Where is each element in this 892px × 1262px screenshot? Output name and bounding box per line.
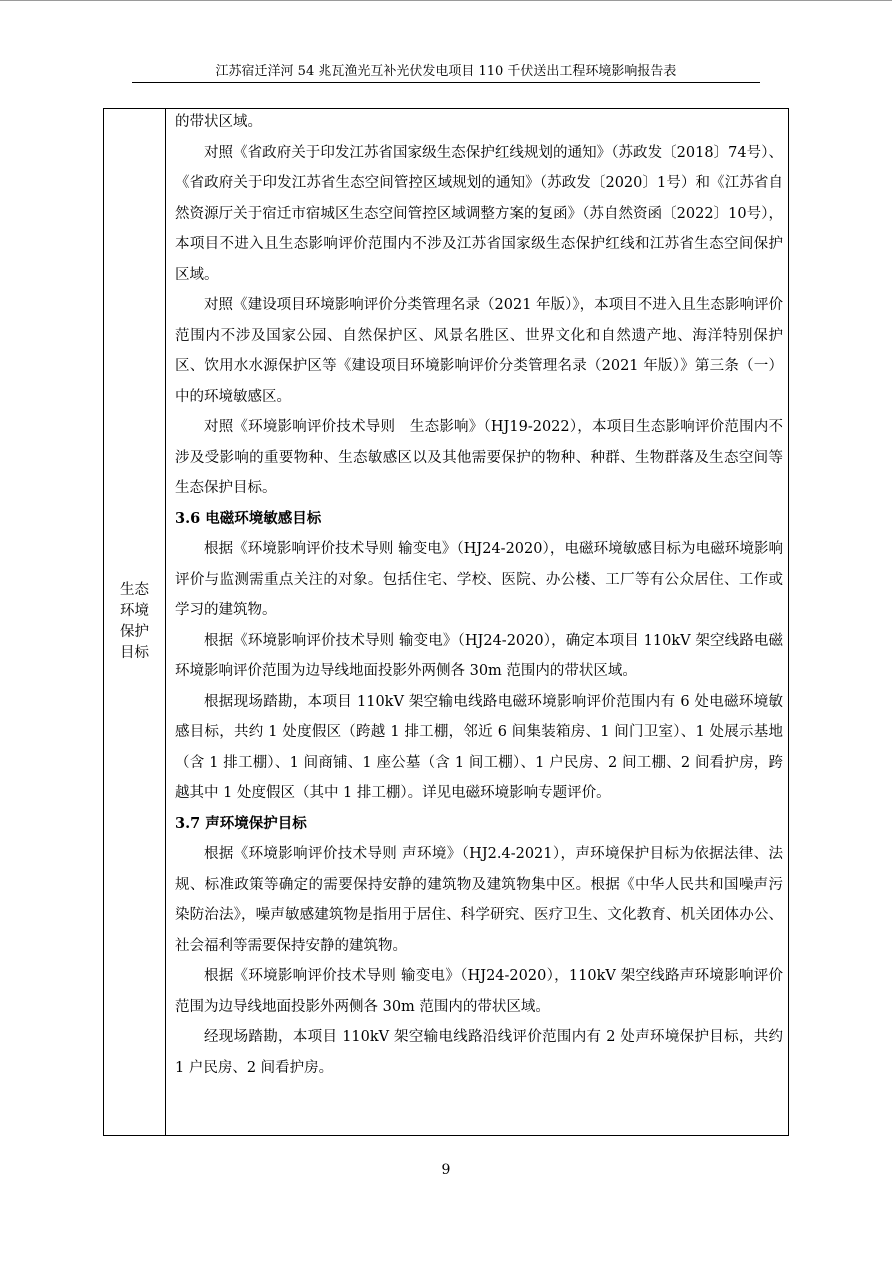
paragraph-continuation: 的带状区域。 — [175, 114, 262, 130]
header-underline — [132, 82, 760, 83]
paragraph-em-targets: 根据现场踏勘，本项目 110kV 架空输电线路电磁环境影响评价范围内有 6 处电磁环境敏感目标，共约 1 处度假区（跨越 1 排工棚，邻近 6 间集装箱房、1 间门卫室）、1 处展示基地（含 1 排工棚）、1 间商铺、1 座公墓（含 1 间工棚）、1 户民房、2 间工棚、2 间看护房，跨越其中 1 处度假区（其中 1 排工棚）。详见电磁环境影响专题评价。 — [175, 693, 783, 801]
paragraph-ecological-guideline: 对照《环境影响评价技术导则 生态影响》（HJ19-2022），本项目生态影响评价范围内不涉及受影响的重要物种、生态敏感区以及其他需要保护的物种、种群、生物群落及生态空间等生态保护目标。 — [175, 419, 783, 496]
row-label-text: 生态 环境 保护 目标 — [120, 582, 149, 661]
paragraph-em-range: 根据《环境影响评价技术导则 输变电》（HJ24-2020），确定本项目 110kV 架空线路电磁环境影响评价范围为边导线地面投影外两侧各 30m 范围内的带状区域。 — [175, 632, 783, 679]
content-cell — [175, 107, 783, 1083]
report-header-title: 江苏宿迁洋河 54 兆瓦渔光互补光伏发电项目 110 千伏送出工程环境影响报告表 — [215, 64, 677, 79]
section-heading-3-6: 3.6 电磁环境敏感目标 — [175, 509, 322, 527]
paragraph-noise-targets: 经现场踏勘，本项目 110kV 架空输电线路沿线评价范围内有 2 处声环境保护目标，共约 1 户民房、2 间看护房。 — [175, 1029, 783, 1076]
paragraph-noise-range: 根据《环境影响评价技术导则 输变电》（HJ24-2020），110kV 架空线路声环境影响评价范围为边导线地面投影外两侧各 30m 范围内的带状区域。 — [175, 968, 783, 1015]
column-divider — [165, 109, 166, 1135]
paragraph-em-definition: 根据《环境影响评价技术导则 输变电》（HJ24-2020），电磁环境敏感目标为电磁环境影响评价与监测需重点关注的对象。包括住宅、学校、医院、办公楼、工厂等有公众居住、工作或学习的建筑物。 — [175, 541, 783, 618]
row-label-cell — [104, 109, 165, 1135]
page-top-rule — [0, 0, 892, 1]
report-table — [103, 108, 789, 1136]
page-number: 9 — [441, 1162, 451, 1178]
paragraph-classification-catalog: 对照《建设项目环境影响评价分类管理名录（2021 年版）》，本项目不进入且生态影响评价范围内不涉及国家公园、自然保护区、风景名胜区、世界文化和自然遗产地、海洋特别保护区、饮用水水源保护区等《建设项目环境影响评价分类管理名录（2021 年版）》第三条（一）中的环境敏感区。 — [175, 297, 783, 405]
row-label — [120, 580, 149, 664]
paragraph-noise-definition: 根据《环境影响评价技术导则 声环境》（HJ2.4-2021），声环境保护目标为依据法律、法规、标准政策等确定的需要保持安静的建筑物及建筑物集中区。根据《中华人民共和国噪声污染防治法》，噪声敏感建筑物是指用于居住、科学研究、医疗卫生、文化教育、机关团体办公、社会福利等需要保持安静的建筑物。 — [175, 846, 783, 954]
section-heading-3-7: 3.7 声环境保护目标 — [175, 814, 307, 832]
paragraph-ecological-redline: 对照《省政府关于印发江苏省国家级生态保护红线规划的通知》（苏政发〔2018〕74号）、《省政府关于印发江苏省生态空间管控区域规划的通知》（苏政发〔2020〕1号）和《江苏省自然资源厅关于宿迁市宿城区生态空间管控区域调整方案的复函》（苏自然资函〔2022〕10号），本项目不进入且生态影响评价范围内不涉及江苏省国家级生态保护红线和江苏省生态空间保护区域。 — [175, 144, 783, 283]
